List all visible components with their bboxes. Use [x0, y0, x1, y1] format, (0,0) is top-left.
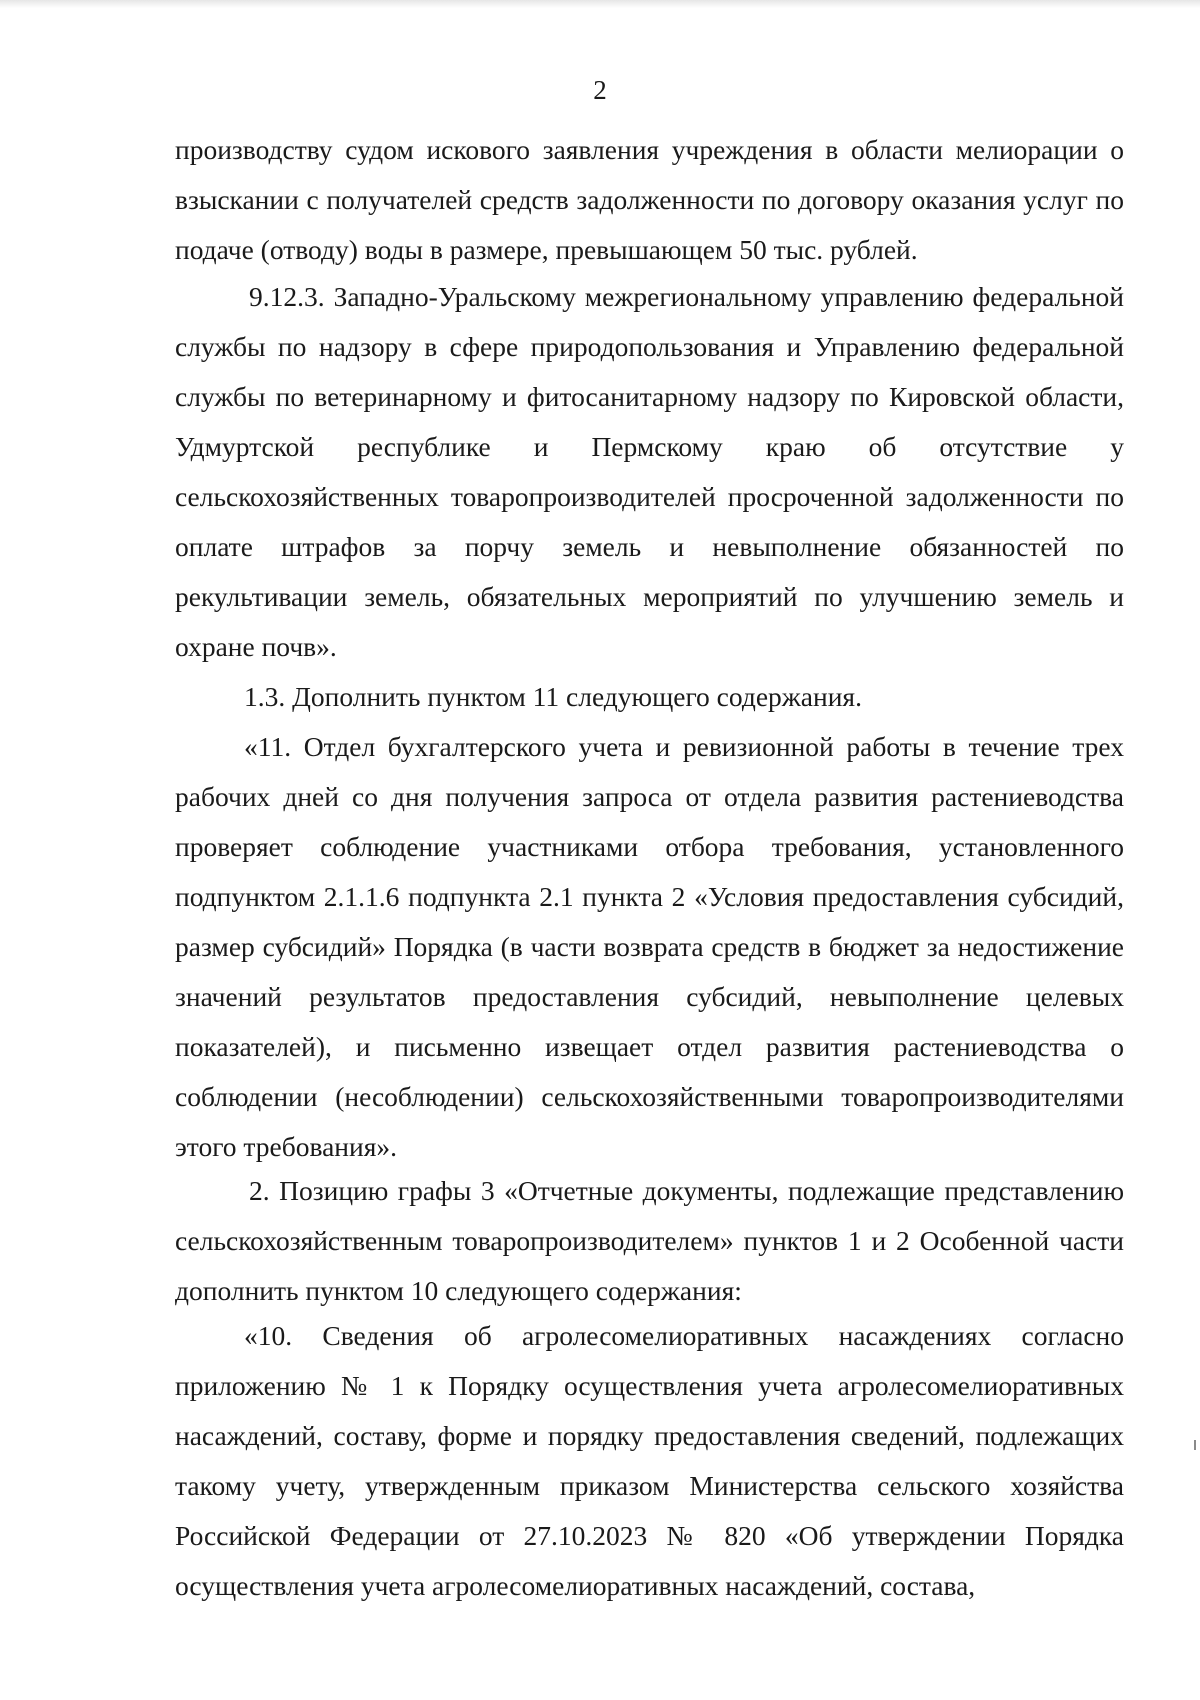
paragraph-text: 9.12.3. Западно-Уральскому межрегиональному управлению федеральной службы по надзору в сфере природопользования и Управлению федеральной службы по ветеринарному и фитосанитарному надзору по Кировской области, Удмуртской республике и Пермскому краю об отсутствие у сельскохозяйственных товаропроизводителей просроченной задолженности по оплате штрафов за порчу земель и невыполнение обязанностей по рекультивации земель, обязательных мероприятий по улучшению земель и охране почв».	[175, 281, 1124, 662]
paragraph-item-1-3	[175, 672, 1124, 722]
scan-top-edge	[0, 0, 1200, 8]
paragraph-item-9-12-3	[175, 272, 1124, 672]
page-number: 2	[593, 75, 607, 105]
paragraph-text: 1.3. Дополнить пунктом 11 следующего содержания.	[244, 681, 862, 712]
paragraph-item-11	[175, 722, 1124, 1172]
paragraph-text: «10. Сведения об агролесомелиоративных насаждениях согласно приложению № 1 к Порядку осуществления учета агролесомелиоративных насаждений, составу, форме и порядку предоставления сведений, подлежащих такому учету, утвержденным приказом Министерства сельского хозяйства Российской Федерации от 27.10.2023 № 820 «Об утверждении Порядка осуществления учета агролесомелиоративных насаждений, состава,	[175, 1320, 1124, 1601]
scan-margin-mark	[1194, 1440, 1196, 1450]
paragraph-item-10	[175, 1311, 1124, 1611]
paragraph-continuation	[175, 125, 1124, 275]
paragraph-text: производству судом искового заявления учреждения в области мелиорации о взыскании с получателей средств задолженности по договору оказания услуг по подаче (отводу) воды в размере, превышающем 50 тыс. рублей.	[175, 134, 1124, 265]
paragraph-text: «11. Отдел бухгалтерского учета и ревизионной работы в течение трех рабочих дней со дня получения запроса от отдела развития растениеводства проверяет соблюдение участниками отбора требования, установленного подпунктом 2.1.1.6 подпункта 2.1 пункта 2 «Условия предоставления субсидий, размер субсидий» Порядка (в части возврата средств в бюджет за недостижение значений результатов предоставления субсидий, невыполнение целевых показателей), и письменно извещает отдел развития растениеводства о соблюдении (несоблюдении) сельскохозяйственными товаропроизводителями этого требования».	[175, 731, 1124, 1162]
paragraph-text: 2. Позицию графы 3 «Отчетные документы, подлежащие представлению сельскохозяйственным товаропроизводителем» пунктов 1 и 2 Особенной части дополнить пунктом 10 следующего содержания:	[175, 1175, 1124, 1306]
paragraph-item-2	[175, 1166, 1124, 1316]
